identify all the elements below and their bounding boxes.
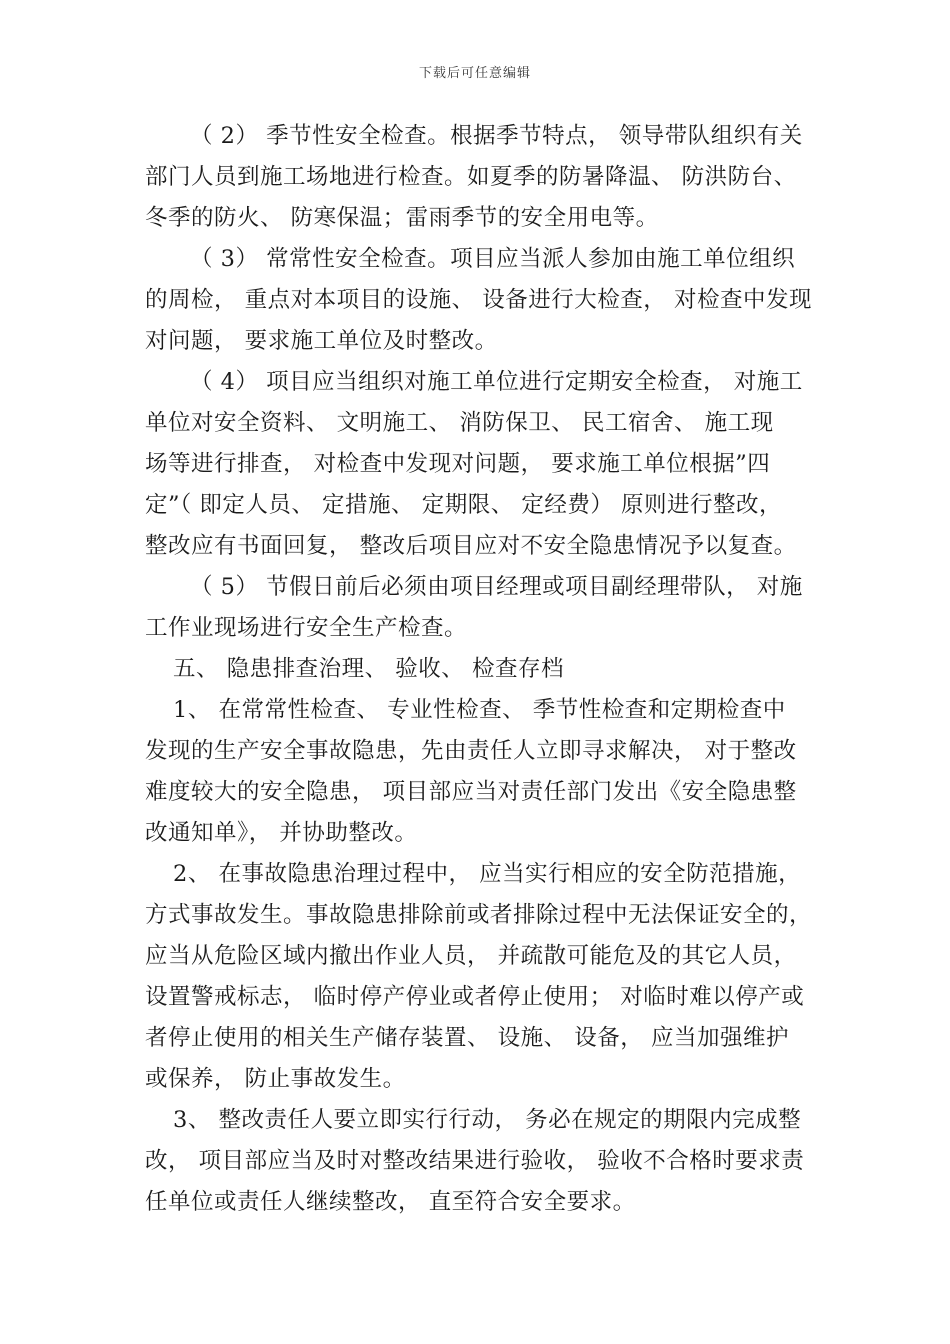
- text-line: 五、 隐患排查治理、 验收、 检查存档: [173, 656, 564, 682]
- text-line: 冬季的防火、 防寒保温；雷雨季节的安全用电等。: [145, 205, 659, 231]
- document-body: [145, 116, 813, 1223]
- text-line: 工作业现场进行安全生产检查。: [145, 615, 468, 641]
- text-line: 改， 项目部应当及时对整改结果进行验收， 验收不合格时要求责: [145, 1148, 805, 1174]
- text-line: 3、 整改责任人要立即实行行动， 务必在规定的期限内完成整: [173, 1107, 802, 1133]
- text-line: （ 2） 季节性安全检查。根据季节特点， 领导带队组织有关: [190, 123, 803, 149]
- text-line: 任单位或责任人继续整改， 直至符合安全要求。: [145, 1189, 636, 1215]
- text-line: 场等进行排查， 对检查中发现对问题， 要求施工单位根据”四: [145, 451, 771, 477]
- text-line: 1、 在常常性检查、 专业性检查、 季节性检查和定期检查中: [173, 697, 786, 723]
- text-line: （ 5） 节假日前后必须由项目经理或项目副经理带队， 对施: [190, 574, 803, 600]
- text-line: 定”（ 即定人员、 定措施、 定期限、 定经费） 原则进行整改，: [145, 492, 783, 518]
- text-line: 2、 在事故隐患治理过程中， 应当实行相应的安全防范措施，: [173, 861, 802, 887]
- text-line: （ 3） 常常性安全检查。项目应当派人参加由施工单位组织: [190, 246, 796, 272]
- text-line: 的周检， 重点对本项目的设施、 设备进行大检查， 对检查中发现: [145, 287, 812, 313]
- page-header: 下载后可任意编辑: [418, 66, 531, 81]
- text-line: 整改应有书面回复， 整改后项目应对不安全隐患情况予以复查。: [145, 533, 797, 559]
- text-line: 发现的生产安全事故隐患，先由责任人立即寻求解决， 对于整改: [145, 738, 797, 764]
- text-line: 改通知单》， 并协助整改。: [145, 820, 418, 846]
- text-line: 单位对安全资料、 文明施工、 消防保卫、 民工宿舍、 施工现: [145, 410, 774, 436]
- text-line: 方式事故发生。事故隐患排除前或者排除过程中无法保证安全的，: [145, 902, 813, 928]
- text-line: 或保养， 防止事故发生。: [145, 1066, 406, 1092]
- text-line: 部门人员到施工场地进行检查。如夏季的防暑降温、 防洪防台、: [145, 164, 797, 190]
- text-line: （ 4） 项目应当组织对施工单位进行定期安全检查， 对施工: [190, 369, 803, 395]
- text-line: 对问题， 要求施工单位及时整改。: [145, 328, 498, 354]
- text-line: 设置警戒标志， 临时停产停业或者停止使用； 对临时难以停产或: [145, 984, 805, 1010]
- text-line: 者停止使用的相关生产储存装置、 设施、 设备， 应当加强维护: [145, 1025, 789, 1051]
- text-line: 难度较大的安全隐患， 项目部应当对责任部门发出《安全隐患整: [145, 779, 797, 805]
- text-line: 应当从危险区域内撤出作业人员， 并疏散可能危及的其它人员，: [145, 943, 797, 969]
